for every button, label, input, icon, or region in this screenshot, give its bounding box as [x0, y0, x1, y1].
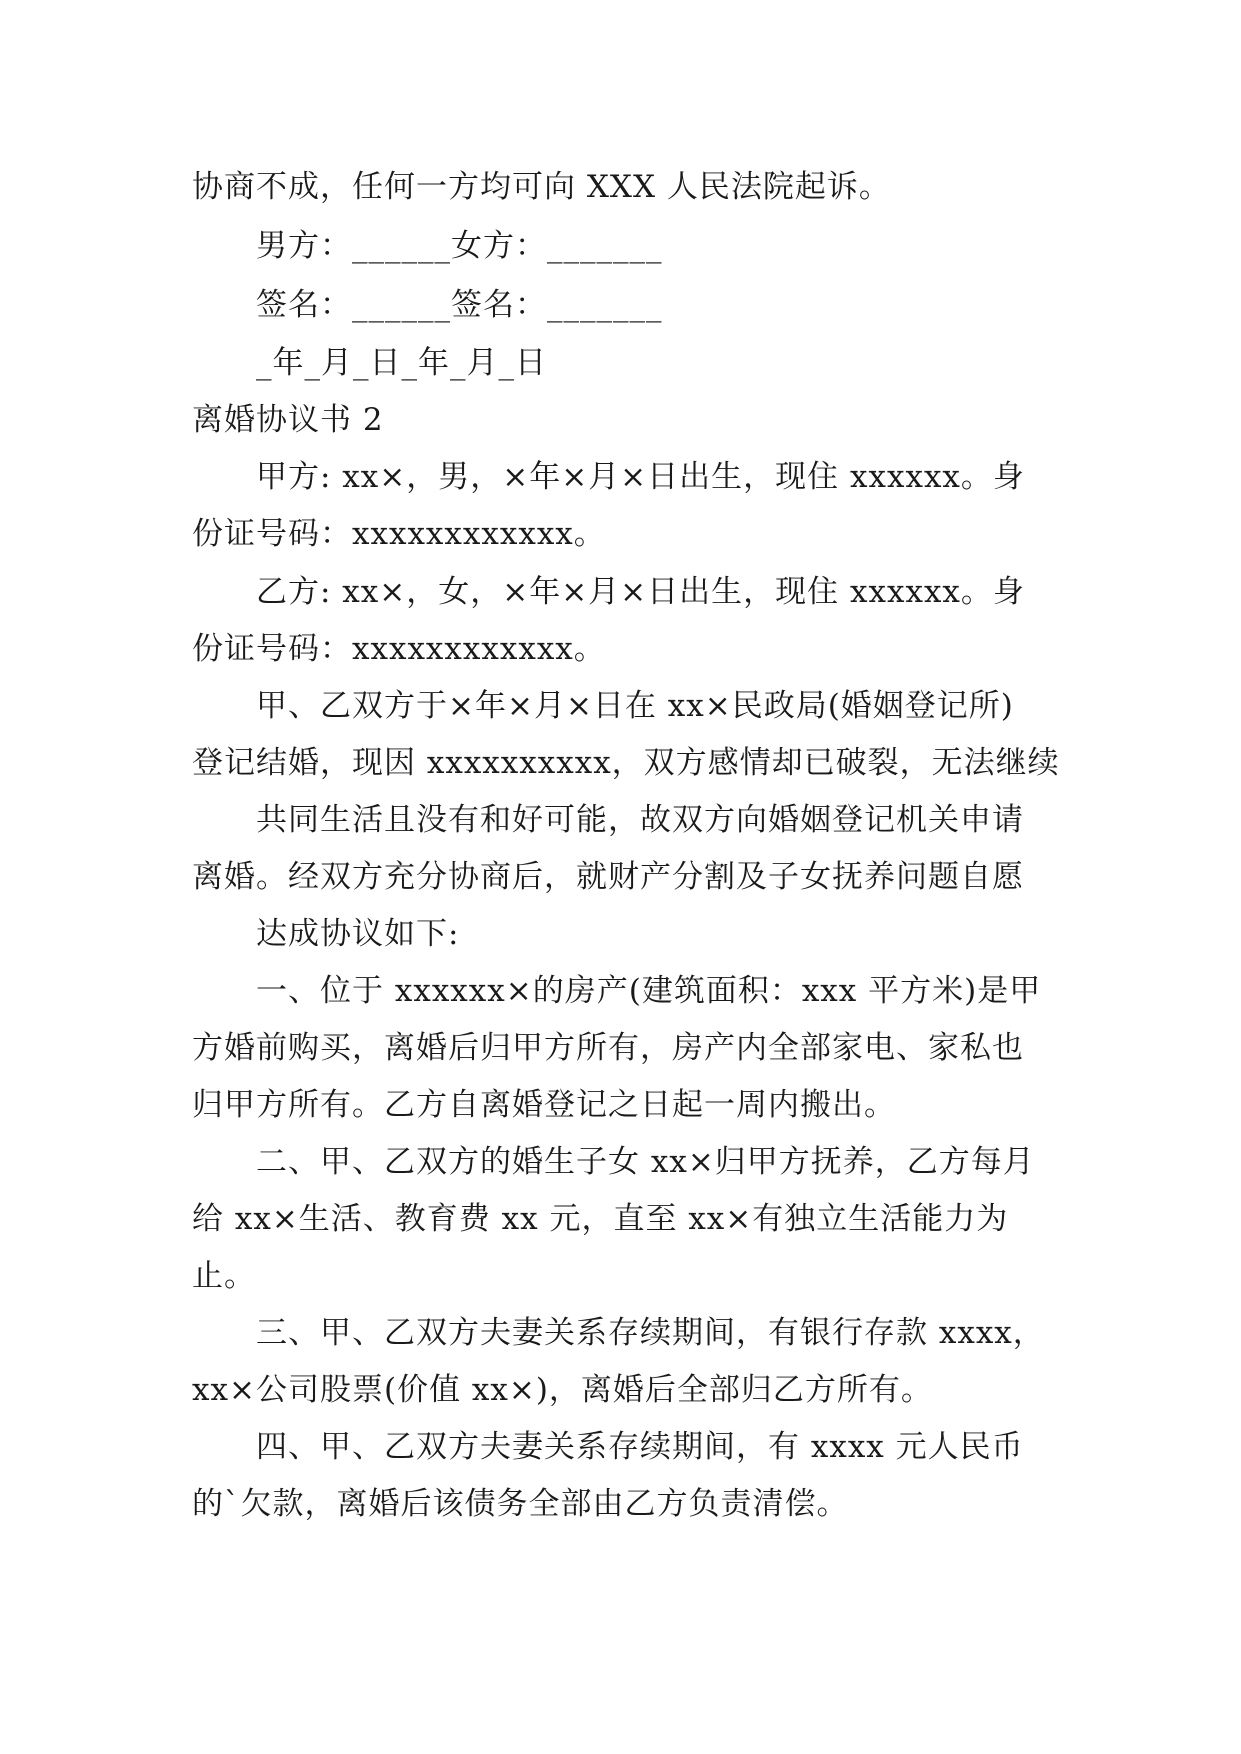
clause-3-line: 三、甲、乙双方夫妻关系存续期间，有银行存款 xxxx，: [256, 1315, 1045, 1351]
clause-2-line: 止。: [192, 1258, 256, 1294]
clause-4-line: 四、甲、乙双方夫妻关系存续期间，有 xxxx 元人民币: [256, 1429, 1024, 1465]
signature-line-sign: 签名：______签名：_______: [256, 287, 663, 323]
paragraph-line: 达成协议如下:: [256, 916, 460, 952]
party-a-line-2: 份证号码：xxxxxxxxxxxx。: [192, 516, 606, 552]
clause-1-line: 一、位于 xxxxxx×的房产(建筑面积：xxx 平方米)是甲: [256, 973, 1042, 1009]
paragraph-line: 共同生活且没有和好可能，故双方向婚姻登记机关申请: [256, 802, 1024, 838]
paragraph-line: 登记结婚，现因 xxxxxxxxxx，双方感情却已破裂，无法继续: [192, 745, 1060, 781]
clause-2-line: 给 xx×生活、教育费 xx 元，直至 xx×有独立生活能力为: [192, 1201, 1009, 1237]
signature-line-party: 男方：______女方：_______: [256, 228, 663, 264]
clause-4-line: 的`欠款，离婚后该债务全部由乙方负责清偿。: [192, 1486, 849, 1522]
clause-3-line: xx×公司股票(价值 xx×)，离婚后全部归乙方所有。: [192, 1372, 933, 1408]
paragraph-line: 甲、乙双方于×年×月×日在 xx×民政局(婚姻登记所): [256, 688, 1014, 724]
clause-1-line: 归甲方所有。乙方自离婚登记之日起一周内搬出。: [192, 1087, 896, 1123]
paragraph-line: 离婚。经双方充分协商后，就财产分割及子女抚养问题自愿: [192, 859, 1024, 895]
party-a-line-1: 甲方: xx×，男，×年×月×日出生，现住 xxxxxx。身: [256, 459, 1025, 495]
party-b-line-2: 份证号码：xxxxxxxxxxxx。: [192, 631, 606, 667]
clause-2-line: 二、甲、乙双方的婚生子女 xx×归甲方抚养，乙方每月: [256, 1144, 1035, 1180]
clause-1-line: 方婚前购买，离婚后归甲方所有，房产内全部家电、家私也: [192, 1030, 1024, 1066]
text-line-1: 协商不成，任何一方均可向 XXX 人民法院起诉。: [192, 169, 891, 205]
party-b-line-1: 乙方: xx×，女，×年×月×日出生，现住 xxxxxx。身: [256, 574, 1025, 610]
date-line: _年_月_日_年_月_日: [256, 345, 547, 381]
section-title: 离婚协议书 2: [192, 402, 384, 438]
